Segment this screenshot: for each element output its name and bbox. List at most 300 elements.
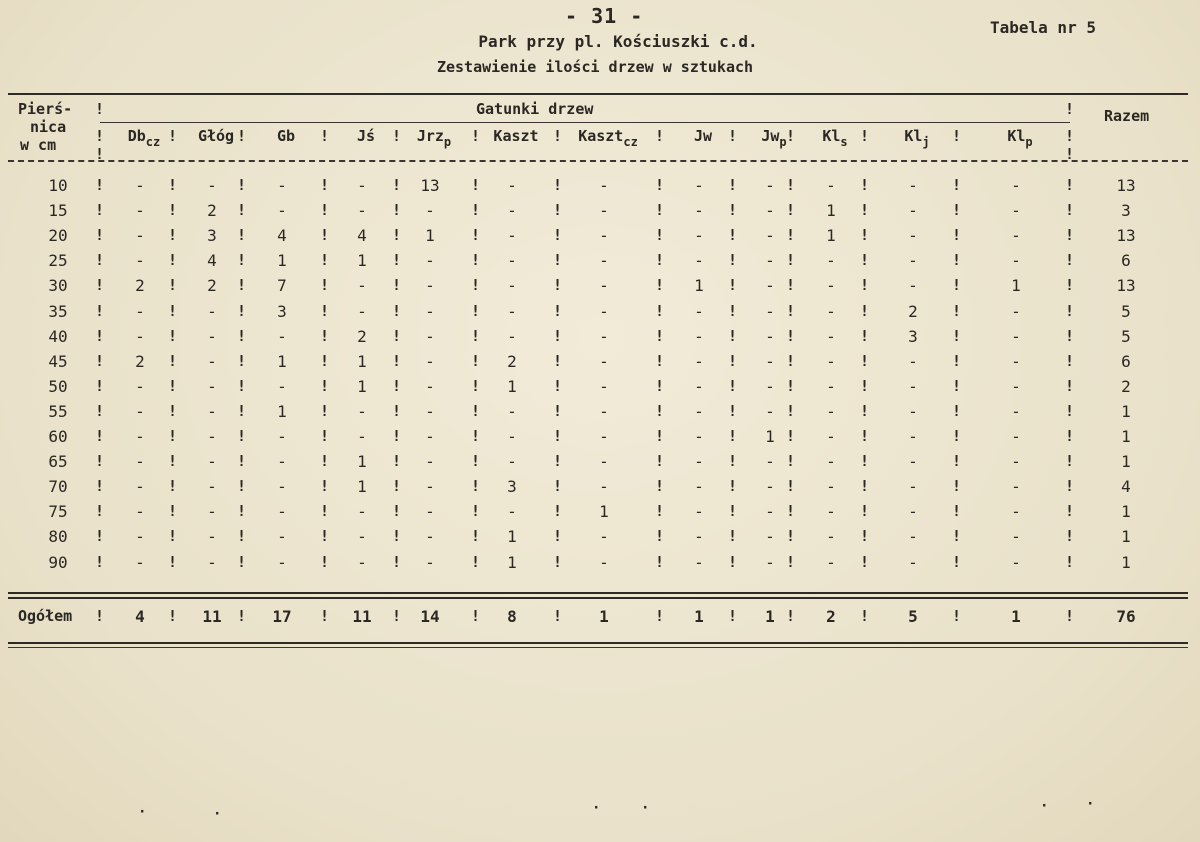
count-cell: 1 [357, 452, 367, 472]
count-cell: - [765, 326, 775, 346]
diameter-cell: 65 [48, 452, 68, 472]
count-cell: - [277, 427, 287, 446]
column-separator: ! [655, 401, 665, 420]
column-separator: ! [728, 127, 738, 145]
column-separator: ! [237, 552, 247, 571]
count-cell: - [1011, 552, 1021, 572]
column-separator: ! [786, 427, 796, 445]
total-count-cell: 14 [420, 607, 440, 626]
count-cell: - [826, 326, 836, 346]
species-header [336, 127, 396, 145]
count-cell: 2 [135, 276, 145, 296]
column-separator: ! [655, 427, 665, 445]
row-total-cell: 13 [1116, 176, 1136, 195]
count-cell: - [694, 351, 704, 371]
count-cell: 1 [507, 376, 517, 396]
column-separator: ! [1065, 226, 1075, 245]
count-cell: 1 [826, 201, 836, 221]
count-cell: - [507, 201, 517, 221]
count-cell: - [765, 176, 775, 195]
species-header [578, 127, 638, 149]
column-separator: ! [168, 226, 178, 245]
column-separator: ! [786, 376, 796, 395]
count-cell: 3 [507, 477, 517, 497]
row-total-cell: 6 [1121, 251, 1131, 271]
column-separator: ! [320, 452, 330, 471]
count-cell: - [277, 176, 287, 195]
column-separator: ! [952, 251, 962, 270]
count-cell: - [826, 301, 836, 321]
species-header [256, 127, 316, 145]
column-separator: ! [860, 452, 870, 471]
column-separator: ! [95, 100, 105, 118]
column-separator: ! [95, 607, 105, 625]
column-separator: ! [237, 427, 247, 445]
count-cell: - [507, 226, 517, 246]
species-header-subscript: s [840, 135, 848, 149]
column-separator: ! [728, 276, 738, 295]
count-cell: - [135, 477, 145, 497]
count-cell: - [1011, 527, 1021, 547]
column-separator: ! [728, 607, 738, 625]
column-separator: ! [786, 607, 796, 625]
column-separator: ! [95, 226, 105, 245]
header-total-label: Razem [1104, 107, 1150, 125]
count-cell: - [425, 401, 435, 421]
diameter-cell: 20 [48, 226, 68, 246]
table-end-rule-1 [8, 642, 1188, 644]
species-header-base: Kl [904, 127, 923, 145]
count-cell: - [826, 376, 836, 396]
column-separator: ! [860, 326, 870, 345]
column-separator: ! [392, 127, 402, 145]
column-separator: ! [786, 401, 796, 420]
column-separator: ! [655, 301, 665, 320]
count-cell: 1 [357, 351, 367, 371]
count-cell: - [357, 427, 367, 446]
count-cell: - [357, 176, 367, 195]
column-separator: ! [786, 301, 796, 320]
column-separator: ! [1065, 301, 1075, 320]
column-separator: ! [1065, 201, 1075, 220]
column-separator: ! [95, 552, 105, 571]
column-separator: ! [553, 607, 563, 625]
count-cell: 2 [507, 351, 517, 371]
column-separator: ! [471, 477, 481, 496]
row-total-cell: 1 [1121, 427, 1131, 446]
header-row-label-line3: w cm [20, 136, 57, 154]
column-separator: ! [655, 607, 665, 625]
column-separator: ! [392, 301, 402, 320]
count-cell: - [826, 276, 836, 296]
table-number: Tabela nr 5 [990, 18, 1096, 37]
column-separator: ! [471, 276, 481, 295]
count-cell: - [765, 477, 775, 497]
column-separator: ! [237, 276, 247, 295]
column-separator: ! [471, 607, 481, 625]
count-cell: - [357, 276, 367, 296]
column-separator: ! [728, 176, 738, 194]
grand-total-cell: 76 [1116, 607, 1136, 626]
count-cell: - [135, 527, 145, 547]
count-cell: - [507, 301, 517, 321]
column-separator: ! [655, 276, 665, 295]
document-title: Park przy pl. Kościuszki c.d. [478, 32, 758, 51]
count-cell: - [507, 176, 517, 195]
column-separator: ! [392, 176, 402, 194]
count-cell: - [135, 502, 145, 522]
column-separator: ! [168, 276, 178, 295]
column-separator: ! [728, 351, 738, 370]
column-separator: ! [728, 401, 738, 420]
species-header-subscript: p [443, 135, 452, 149]
column-separator: ! [952, 127, 962, 145]
column-separator: ! [728, 452, 738, 471]
row-total-cell: 5 [1121, 326, 1131, 346]
count-cell: 1 [507, 552, 517, 572]
column-separator: ! [553, 301, 563, 320]
row-total-cell: 2 [1121, 376, 1131, 396]
column-separator: ! [655, 226, 665, 245]
column-separator: ! [471, 427, 481, 445]
column-separator: ! [95, 145, 105, 163]
count-cell: - [507, 401, 517, 421]
count-cell: - [908, 351, 918, 371]
count-cell: - [765, 351, 775, 371]
column-separator: ! [1065, 326, 1075, 345]
group-underline [100, 122, 1070, 123]
count-cell: - [599, 552, 609, 572]
count-cell: - [765, 226, 775, 246]
total-count-cell: 2 [826, 607, 836, 626]
column-separator: ! [728, 502, 738, 521]
count-cell: 1 [507, 527, 517, 547]
count-cell: - [765, 376, 775, 396]
column-separator: ! [320, 477, 330, 496]
species-header-base: Jw [761, 127, 780, 145]
column-separator: ! [786, 527, 796, 546]
count-cell: - [1011, 376, 1021, 396]
column-separator: ! [320, 401, 330, 420]
column-separator: ! [860, 527, 870, 546]
column-separator: ! [95, 326, 105, 345]
column-separator: ! [320, 276, 330, 295]
count-cell: - [207, 376, 217, 396]
column-separator: ! [786, 351, 796, 370]
column-separator: ! [1065, 607, 1075, 625]
column-separator: ! [1065, 145, 1075, 163]
column-separator: ! [553, 401, 563, 420]
column-separator: ! [952, 351, 962, 370]
diameter-cell: 60 [48, 427, 68, 446]
count-cell: - [277, 502, 287, 522]
column-separator: ! [1065, 176, 1075, 194]
count-cell: - [1011, 452, 1021, 472]
total-count-cell: 1 [694, 607, 704, 626]
total-count-cell: 4 [135, 607, 145, 626]
column-separator: ! [95, 401, 105, 420]
count-cell: - [1011, 326, 1021, 346]
column-separator: ! [860, 276, 870, 295]
species-header-base: Kl [822, 127, 841, 145]
column-separator: ! [392, 477, 402, 496]
count-cell: - [135, 251, 145, 271]
count-cell: 2 [357, 326, 367, 346]
diameter-cell: 15 [48, 201, 68, 221]
column-separator: ! [553, 176, 563, 194]
column-separator: ! [392, 502, 402, 521]
species-header [673, 127, 733, 145]
count-cell: - [1011, 176, 1021, 195]
count-cell: - [694, 552, 704, 572]
column-separator: ! [237, 477, 247, 496]
column-separator: ! [471, 326, 481, 345]
count-cell: - [599, 527, 609, 547]
column-separator: ! [860, 552, 870, 571]
species-header [404, 127, 464, 149]
count-cell: - [357, 201, 367, 221]
column-separator: ! [168, 201, 178, 220]
count-cell: - [1011, 351, 1021, 371]
column-separator: ! [392, 351, 402, 370]
count-cell: - [908, 502, 918, 522]
count-cell: - [908, 376, 918, 396]
column-separator: ! [655, 452, 665, 471]
count-cell: 1 [1011, 276, 1021, 296]
count-cell: - [826, 502, 836, 522]
column-separator: ! [728, 427, 738, 445]
column-separator: ! [168, 452, 178, 471]
column-separator: ! [95, 251, 105, 270]
column-separator: ! [471, 251, 481, 270]
diameter-cell: 55 [48, 401, 68, 421]
count-cell: - [357, 552, 367, 572]
count-cell: - [908, 527, 918, 547]
column-separator: ! [168, 527, 178, 546]
column-separator: ! [860, 201, 870, 220]
column-separator: ! [860, 127, 870, 145]
count-cell: - [908, 552, 918, 572]
count-cell: - [425, 452, 435, 472]
count-cell: - [694, 326, 704, 346]
count-cell: 3 [207, 226, 217, 246]
column-separator: ! [952, 427, 962, 445]
total-count-cell: 8 [507, 607, 517, 626]
count-cell: - [694, 176, 704, 195]
count-cell: - [908, 401, 918, 421]
column-separator: ! [1065, 401, 1075, 420]
count-cell: - [908, 176, 918, 195]
count-cell: - [425, 351, 435, 371]
column-separator: ! [168, 552, 178, 571]
count-cell: - [357, 527, 367, 547]
count-cell: - [207, 351, 217, 371]
column-separator: ! [320, 301, 330, 320]
column-separator: ! [860, 401, 870, 420]
count-cell: 1 [277, 401, 287, 421]
count-cell: - [207, 477, 217, 497]
column-separator: ! [237, 201, 247, 220]
column-separator: ! [1065, 502, 1075, 521]
column-separator: ! [320, 251, 330, 270]
column-separator: ! [728, 326, 738, 345]
count-cell: - [425, 552, 435, 572]
count-cell: - [908, 201, 918, 221]
count-cell: 3 [277, 301, 287, 321]
column-separator: ! [95, 376, 105, 395]
column-separator: ! [392, 226, 402, 245]
count-cell: - [694, 251, 704, 271]
column-separator: ! [168, 351, 178, 370]
column-separator: ! [392, 527, 402, 546]
count-cell: 2 [908, 301, 918, 321]
column-separator: ! [860, 176, 870, 194]
stray-mark: · [213, 806, 222, 822]
diameter-cell: 90 [48, 552, 68, 572]
count-cell: - [694, 226, 704, 246]
column-separator: ! [553, 251, 563, 270]
count-cell: 2 [207, 276, 217, 296]
column-separator: ! [860, 376, 870, 395]
column-separator: ! [728, 201, 738, 220]
count-cell: - [507, 251, 517, 271]
column-separator: ! [392, 276, 402, 295]
column-separator: ! [320, 376, 330, 395]
count-cell: - [599, 226, 609, 246]
column-separator: ! [1065, 527, 1075, 546]
count-cell: 13 [420, 176, 440, 195]
count-cell: 1 [277, 251, 287, 271]
column-separator: ! [952, 607, 962, 625]
column-separator: ! [320, 326, 330, 345]
count-cell: - [277, 326, 287, 346]
count-cell: - [1011, 427, 1021, 446]
count-cell: 1 [357, 251, 367, 271]
stray-mark: · [1086, 796, 1095, 812]
column-separator: ! [320, 351, 330, 370]
column-separator: ! [860, 226, 870, 245]
row-total-cell: 13 [1116, 276, 1136, 296]
count-cell: - [135, 376, 145, 396]
count-cell: 1 [357, 477, 367, 497]
count-cell: - [908, 251, 918, 271]
count-cell: - [1011, 477, 1021, 497]
row-total-cell: 1 [1121, 552, 1131, 572]
row-total-cell: 6 [1121, 351, 1131, 371]
column-separator: ! [553, 276, 563, 295]
total-count-cell: 11 [352, 607, 372, 626]
column-separator: ! [320, 226, 330, 245]
column-separator: ! [95, 201, 105, 220]
column-separator: ! [1065, 427, 1075, 445]
column-separator: ! [728, 251, 738, 270]
column-separator: ! [237, 452, 247, 471]
column-separator: ! [168, 607, 178, 625]
count-cell: - [135, 326, 145, 346]
page-number: - 31 - [565, 4, 644, 28]
count-cell: 1 [826, 226, 836, 246]
column-separator: ! [471, 527, 481, 546]
stray-mark: · [138, 804, 147, 820]
count-cell: - [135, 201, 145, 221]
count-cell: 1 [765, 427, 775, 446]
diameter-cell: 30 [48, 276, 68, 296]
count-cell: 7 [277, 276, 287, 296]
diameter-cell: 35 [48, 301, 68, 321]
column-separator: ! [168, 477, 178, 496]
stray-mark: · [592, 800, 601, 816]
column-separator: ! [553, 527, 563, 546]
column-separator: ! [237, 301, 247, 320]
column-separator: ! [655, 502, 665, 521]
column-separator: ! [786, 276, 796, 295]
total-count-cell: 17 [272, 607, 292, 626]
count-cell: - [908, 226, 918, 246]
count-cell: - [207, 552, 217, 572]
count-cell: - [207, 527, 217, 547]
count-cell: - [357, 502, 367, 522]
column-separator: ! [952, 401, 962, 420]
count-cell: - [765, 452, 775, 472]
column-separator: ! [655, 376, 665, 395]
diameter-cell: 75 [48, 502, 68, 522]
column-separator: ! [168, 376, 178, 395]
count-cell: - [135, 176, 145, 195]
header-row-label-line2: nica [30, 118, 67, 136]
species-header-base: Kaszt [493, 127, 539, 145]
total-count-cell: 1 [1011, 607, 1021, 626]
count-cell: - [425, 301, 435, 321]
column-separator: ! [655, 326, 665, 345]
column-separator: ! [168, 251, 178, 270]
count-cell: - [277, 527, 287, 547]
count-cell: - [1011, 226, 1021, 246]
count-cell: - [765, 527, 775, 547]
column-separator: ! [786, 452, 796, 471]
column-separator: ! [786, 477, 796, 496]
body-bottom-rule-2 [8, 597, 1188, 599]
column-separator: ! [655, 176, 665, 194]
count-cell: - [207, 326, 217, 346]
column-separator: ! [237, 251, 247, 270]
column-separator: ! [952, 276, 962, 295]
count-cell: - [425, 276, 435, 296]
column-separator: ! [168, 427, 178, 445]
column-separator: ! [860, 502, 870, 521]
count-cell: - [765, 201, 775, 221]
row-total-cell: 13 [1116, 226, 1136, 246]
column-separator: ! [237, 176, 247, 194]
stray-mark: · [641, 800, 650, 816]
total-count-cell: 11 [202, 607, 222, 626]
column-separator: ! [786, 326, 796, 345]
column-separator: ! [553, 477, 563, 496]
column-separator: ! [952, 226, 962, 245]
count-cell: - [694, 201, 704, 221]
count-cell: - [826, 527, 836, 547]
column-separator: ! [320, 552, 330, 571]
species-header-base: Kaszt [578, 127, 624, 145]
column-separator: ! [168, 176, 178, 194]
count-cell: - [425, 477, 435, 497]
column-separator: ! [471, 127, 481, 145]
count-cell: - [599, 251, 609, 271]
count-cell: - [765, 502, 775, 522]
column-separator: ! [471, 376, 481, 395]
row-total-cell: 4 [1121, 477, 1131, 497]
count-cell: - [826, 477, 836, 497]
count-cell: - [826, 176, 836, 195]
